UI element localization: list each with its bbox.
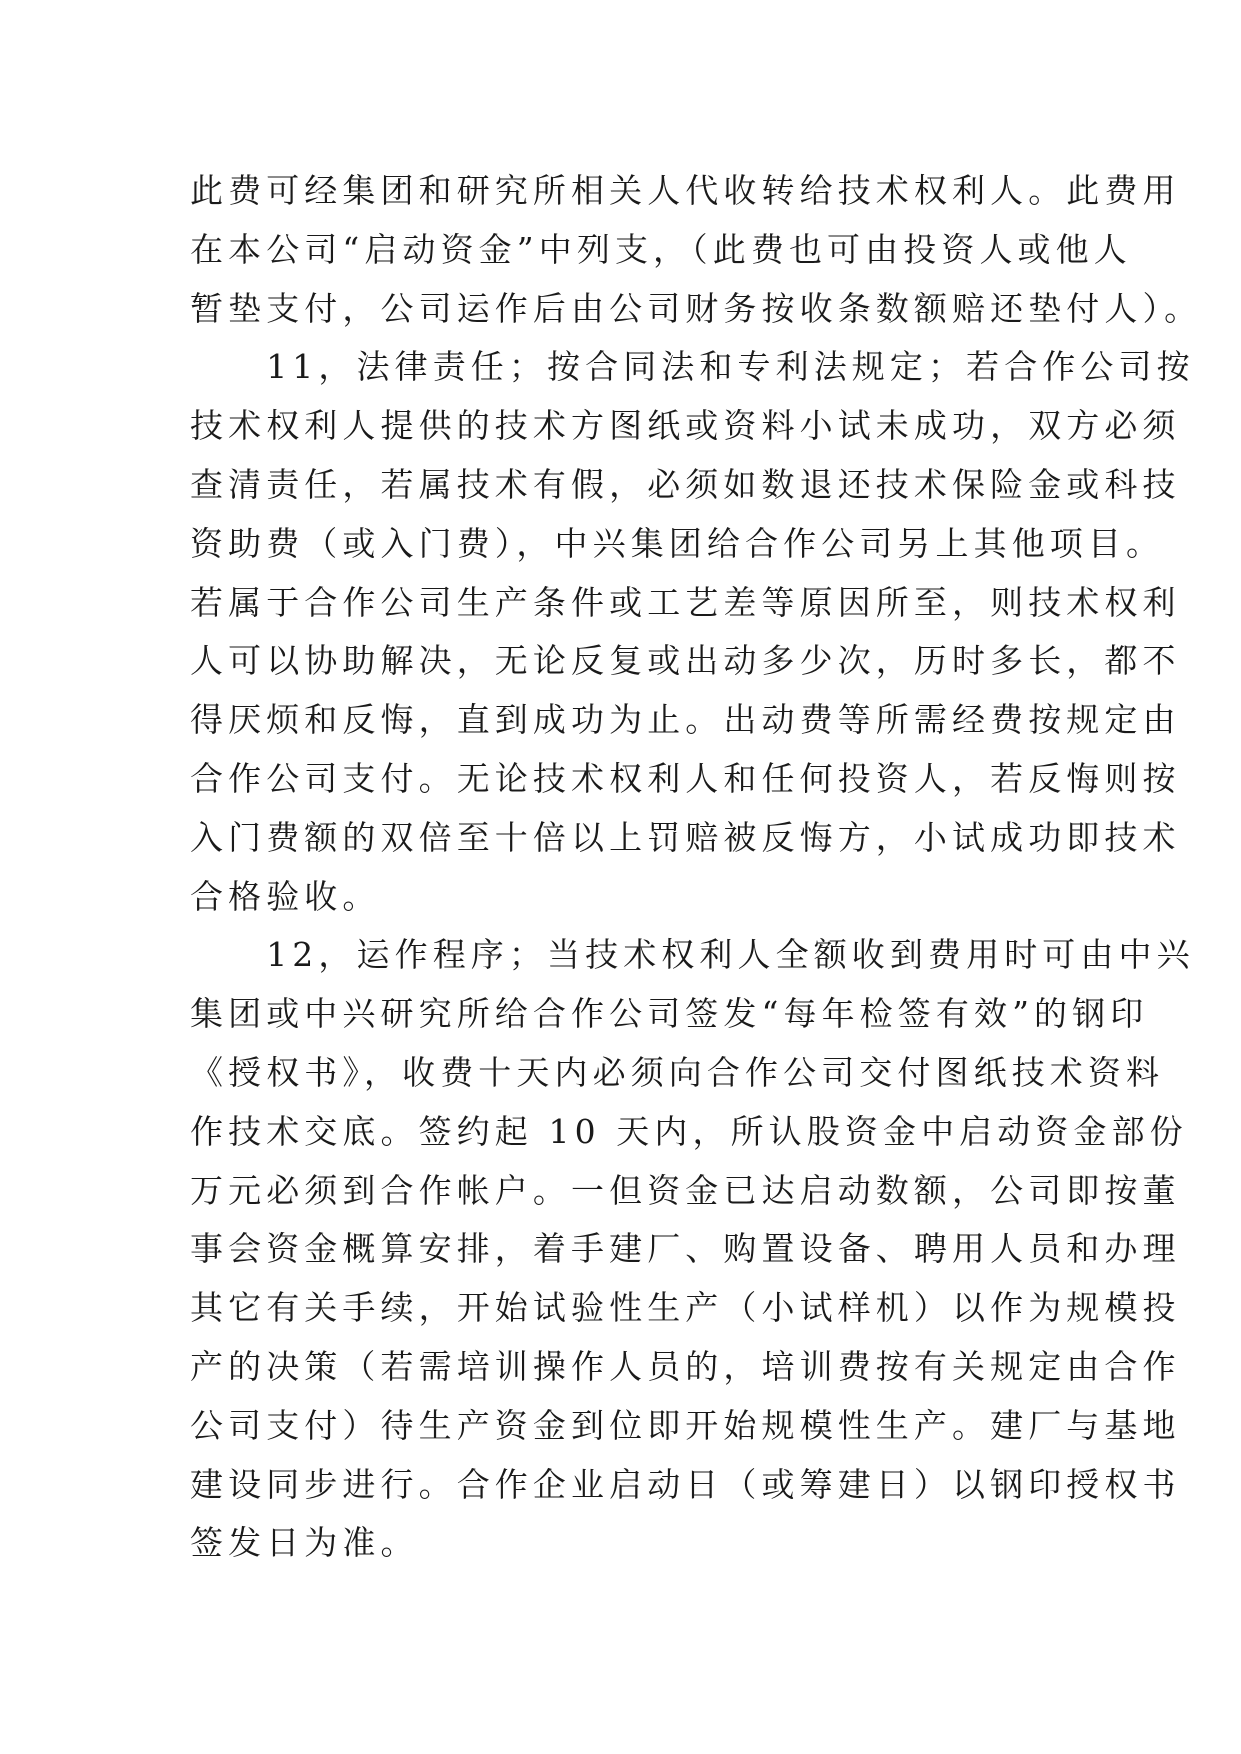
paragraph-11-legal-liability — [190, 338, 1195, 926]
text-line: 资助费（或入门费），中兴集团给合作公司另上其他项目。 — [190, 523, 1165, 563]
text-line: 12，运作程序；当技术权利人全额收到费用时可由中兴 — [190, 935, 1195, 975]
text-line: 若属于合作公司生产条件或工艺差等原因所至，则技术权利 — [190, 582, 1181, 622]
text-line: 在本公司“启动资金”中列支，（此费也可由投资人或他人 — [190, 229, 1132, 269]
text-line: 暂垫支付，公司运作后由公司财务按收条数额赔还垫付人）。 — [190, 288, 1203, 328]
text-line: 得厌烦和反悔，直到成功为止。出动费等所需经费按规定由 — [190, 700, 1181, 740]
text-line: 合格验收。 — [190, 876, 381, 916]
text-line: 技术权利人提供的技术方图纸或资料小试未成功，双方必须 — [190, 406, 1181, 446]
text-line: 签发日为准。 — [190, 1523, 419, 1563]
text-line: 产的决策（若需培训操作人员的，培训费按有关规定由合作 — [190, 1346, 1181, 1386]
text-line: 其它有关手续，开始试验性生产（小试样机）以作为规模投 — [190, 1288, 1181, 1328]
text-line: 公司支付）待生产资金到位即开始规模性生产。建厂与基地 — [190, 1405, 1181, 1445]
text-line: 入门费额的双倍至十倍以上罚赔被反悔方，小试成功即技术 — [190, 817, 1181, 857]
text-line: 集团或中兴研究所给合作公司签发“每年检签有效”的钢印 — [190, 994, 1149, 1034]
text-line: 合作公司支付。无论技术权利人和任何投资人，若反悔则按 — [190, 758, 1181, 798]
body-text — [190, 162, 1203, 1573]
text-line: 查清责任，若属技术有假，必须如数退还技术保险金或科技 — [190, 464, 1181, 504]
paragraph-12-operating-procedure — [190, 926, 1195, 1573]
text-line: 人可以协助解决，无论反复或出动多少次，历时多长，都不 — [190, 641, 1181, 681]
text-line: 11，法律责任；按合同法和专利法规定；若合作公司按 — [190, 347, 1195, 387]
text-line: 作技术交底。签约起 10 天内，所认股资金中启动资金部份 — [190, 1111, 1188, 1151]
text-line: 事会资金概算安排，着手建厂、购置设备、聘用人员和办理 — [190, 1229, 1181, 1269]
text-line: 《授权书》，收费十天内必须向合作公司交付图纸技术资料 — [190, 1052, 1165, 1092]
text-line: 万元必须到合作帐户。一但资金已达启动数额，公司即按董 — [190, 1170, 1181, 1210]
text-line: 此费可经集团和研究所相关人代收转给技术权利人。此费用 — [190, 171, 1181, 210]
text-line: 建设同步进行。合作企业启动日（或筹建日）以钢印授权书 — [190, 1464, 1181, 1504]
paragraph-continuation — [190, 162, 1203, 338]
